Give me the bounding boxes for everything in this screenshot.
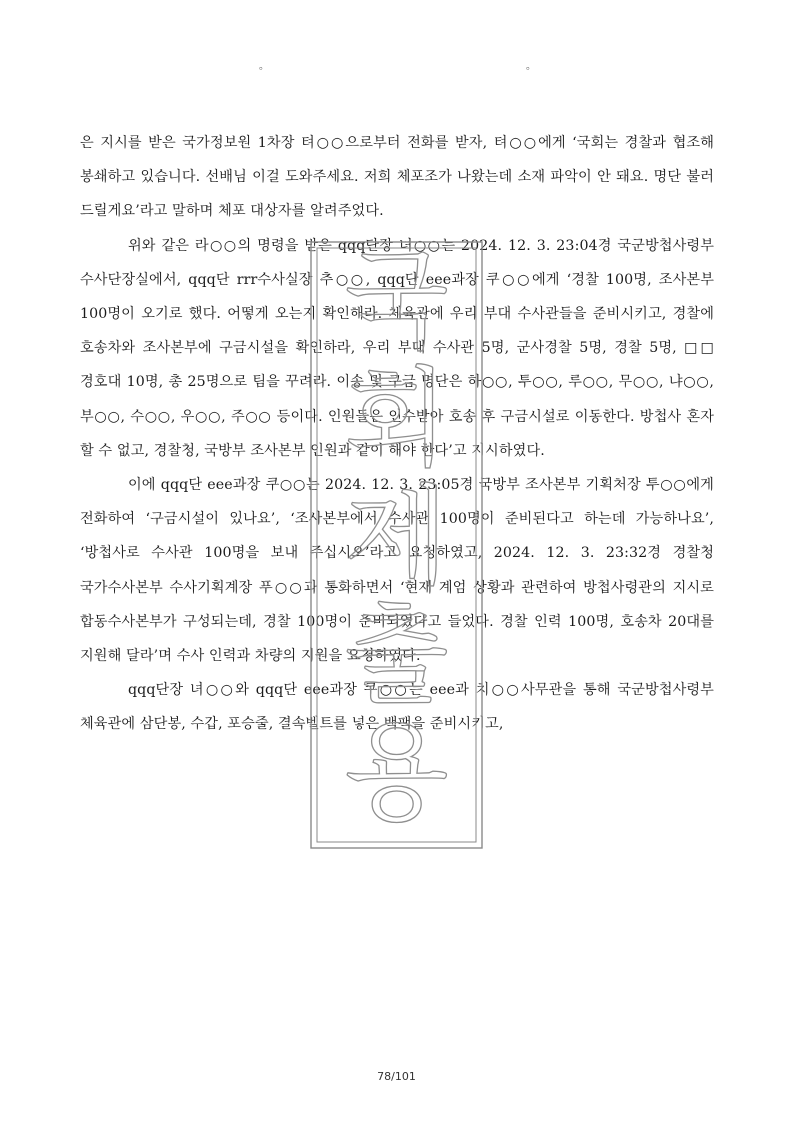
- header-mark-right: 。: [526, 61, 536, 72]
- watermark-letter: 회: [344, 357, 449, 482]
- document-body: [80, 126, 714, 742]
- paragraph-1: 은 지시를 받은 국가정보원 1차장 텨○○으로부터 전화를 받자, 텨○○에게 ‘국회는 경찰과 협조해 봉쇄하고 있습니다. 선배님 이걸 도와주세요. 저희 체포조가 나왔는데 소재 파악이 안 돼요. 명단 불러 드릴게요’라고 말하며 체포 대상자를 알려주었다.: [80, 135, 714, 220]
- header-mark-left: 。: [259, 61, 269, 72]
- watermark-letter: 용: [344, 711, 449, 836]
- paragraph-4: qqq단장 녀○○와 qqq단 eee과장 쿠○○는 eee과 치○○사무관을 통해 국군방첩사령부 체육관에 삼단봉, 수갑, 포승줄, 결속벨트를 넣은 백팩을 준비시키고,: [80, 682, 714, 733]
- watermark-letter: 제: [344, 475, 449, 600]
- page-number: 78/101: [377, 1070, 416, 1083]
- paragraph-3: 이에 qqq단 eee과장 쿠○○는 2024. 12. 3. 23:05경 국방부 조사본부 기획처장 투○○에게 전화하여 ‘구금시설이 있나요’, ‘조사본부에서 수사관 100명이 준비된다고 하는데 가능하나요’, ‘방첩사로 수사관 100명을 보내 주십시오’라고 요청하였고, 2024. 12. 3. 23:32경 경찰청 국가수사본부 수사기획계장 푸○○과 통화하면서 ‘현재 계엄 상황과 관련하여 방첩사령관의 지시로 합동수사본부가 구성되는데, 경찰 100명이 준비되었다고 들었다. 경찰 인력 100명, 호송차 20대를 지원해 달라’며 수사 인력과 차량의 지원을 요청하였다.: [80, 477, 714, 665]
- paragraph-2: 위와 같은 라○○의 명령을 받은 qqq단장 녀○○는 2024. 12. 3. 23:04경 국군방첩사령부 수사단장실에서, qqq단 rrr수사실장 추○○, qqq단 eee과장 쿠○○에게 ‘경찰 100명, 조사본부 100명이 오기로 했다. 어떻게 오는지 확인해라. 체육관에 우리 부대 수사관들을 준비시키고, 경찰에 호송차와 조사본부에 구금시설을 확인하라, 우리 부대 수사관 5명, 군사경찰 5명, 경찰 5명, □□경호대 10명, 총 25명으로 팀을 꾸려라. 이송 및 구금 명단은 하○○, 투○○, 루○○, 무○○, 냐○○, 부○○, 수○○, 우○○, 주○○ 등이다. 인원들은 인수받아 호송 후 구금시설로 이동한다. 방첩사 혼자 할 수 없고, 경찰청, 국방부 조사본부 인원과 같이 해야 한다’고 지시하였다.: [80, 237, 714, 459]
- watermark-letter: 국: [344, 240, 449, 364]
- watermark-letter: 출: [344, 593, 449, 718]
